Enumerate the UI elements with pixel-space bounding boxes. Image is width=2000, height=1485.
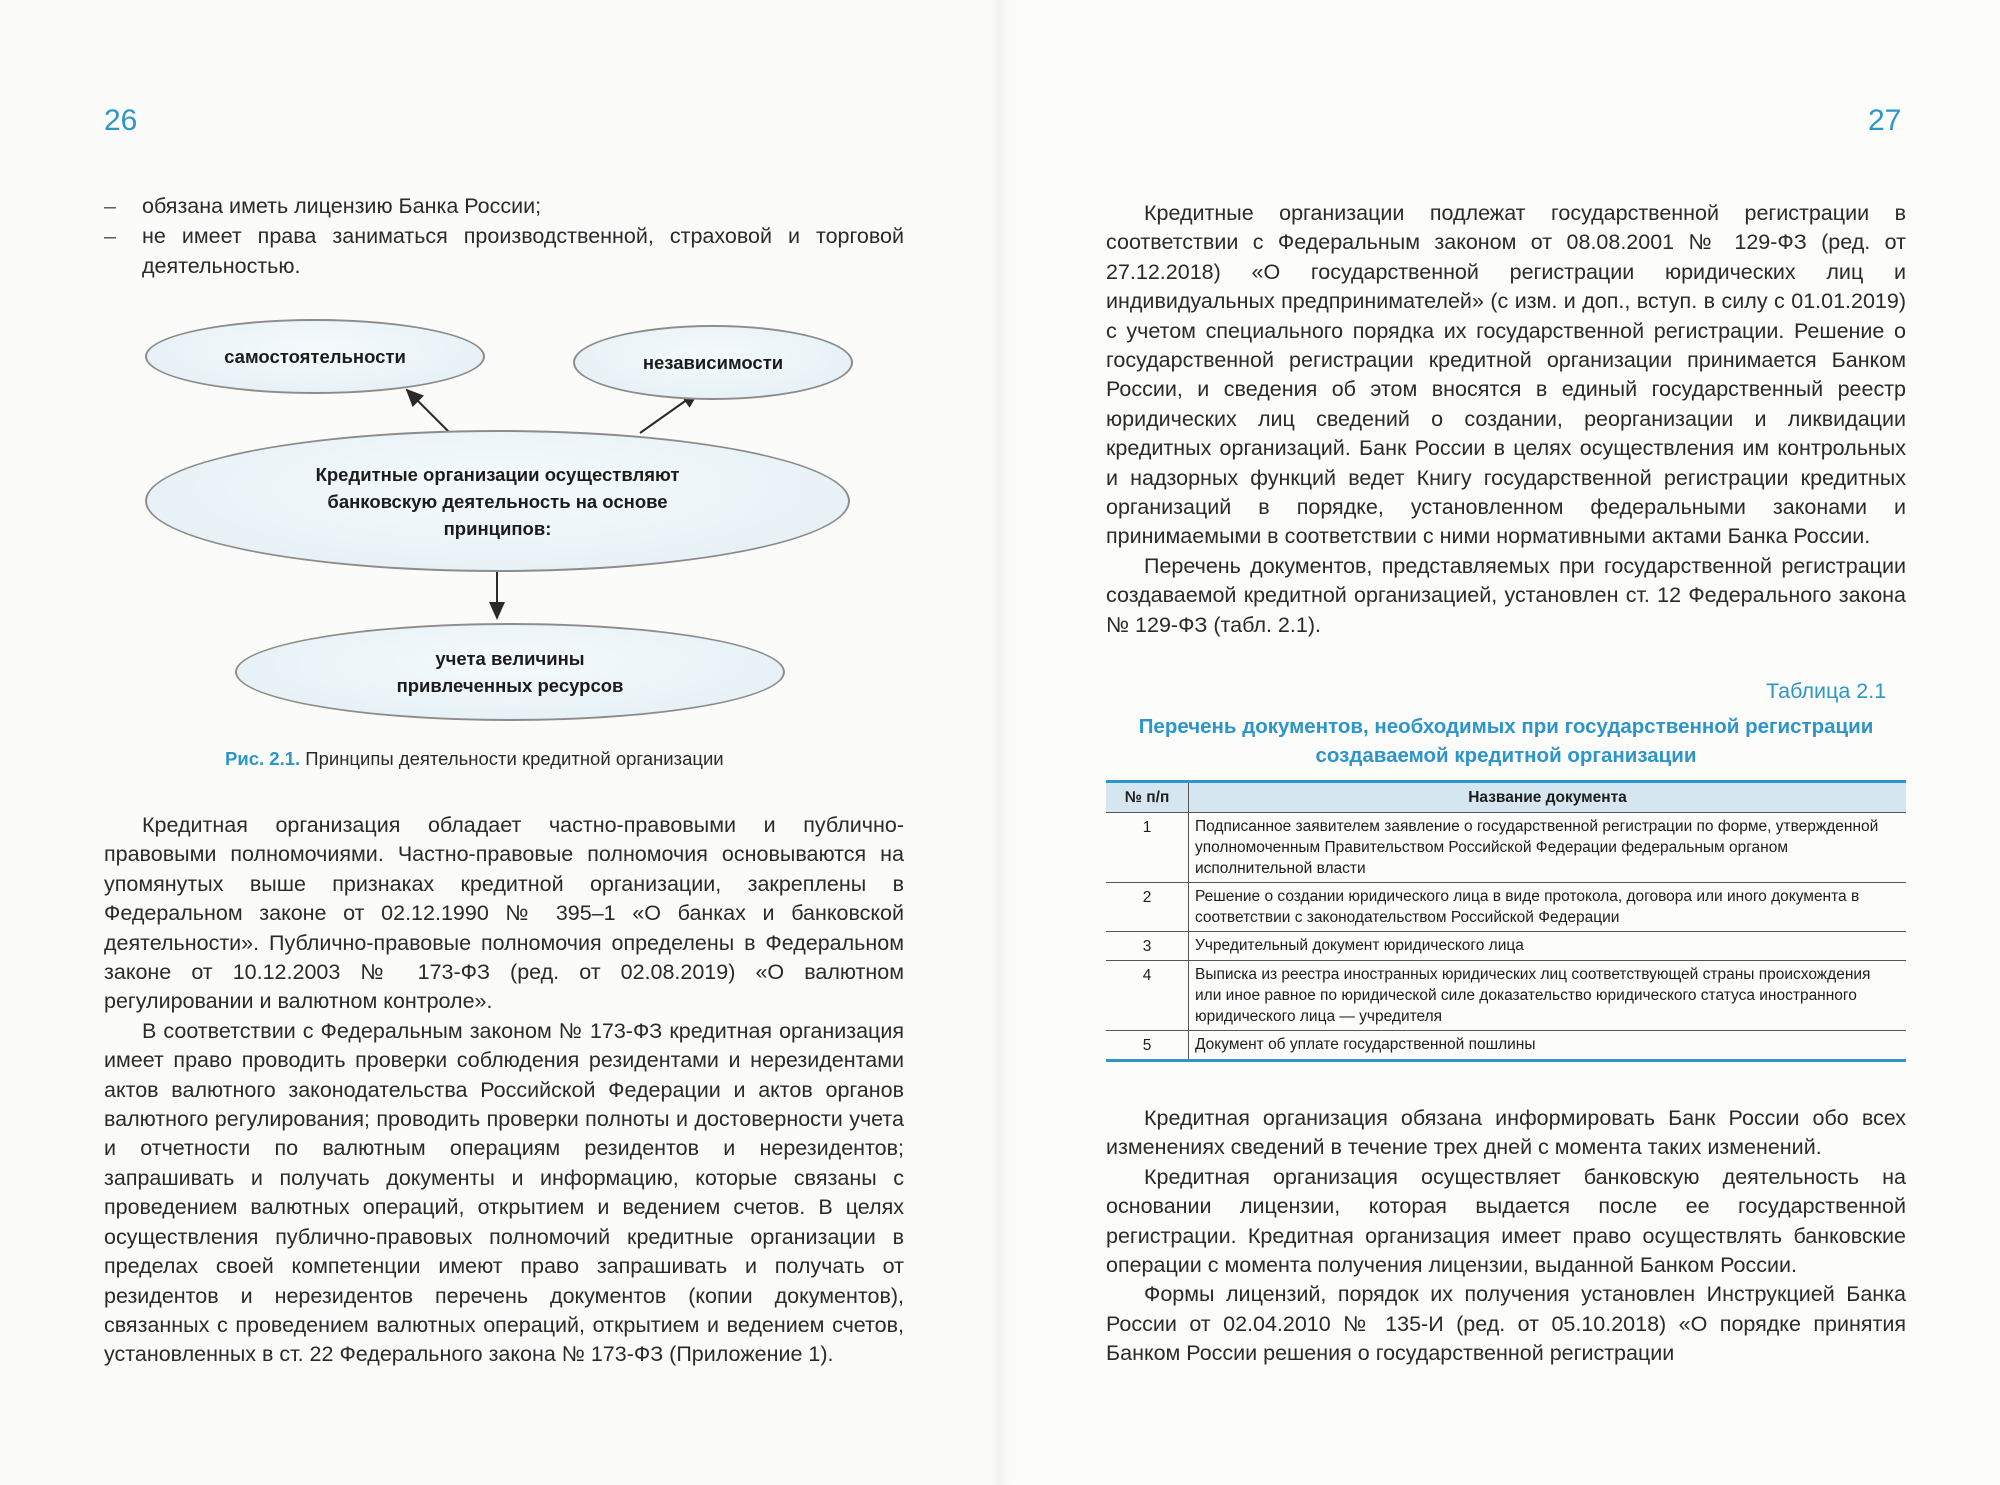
row-number: 1 <box>1106 813 1189 883</box>
bullet-dash: – <box>104 194 116 218</box>
row-number: 3 <box>1106 932 1189 961</box>
document-name: Выписка из реестра иностранных юридических лиц соответствующей страны происхождения или иное равное по юридической силе доказательство юридического статуса иностранного юридического лица — учредителя <box>1189 961 1907 1031</box>
bullet-dash: – <box>104 224 116 248</box>
bullet-list <box>104 191 904 281</box>
document-name: Учредительный документ юридического лица <box>1189 932 1907 961</box>
central-statement <box>145 430 850 572</box>
table-header-row <box>1106 782 1906 813</box>
right-bottom-text <box>1106 1104 1906 1369</box>
principle-label: учета величины привлеченных ресурсов <box>396 648 624 696</box>
arrow-to-top-left <box>407 390 450 433</box>
book-gutter <box>990 0 1010 1485</box>
table-row <box>1106 932 1906 961</box>
column-header-name: Название документа <box>1189 782 1907 813</box>
principle-independence-self <box>145 319 485 394</box>
bullet-text: не имеет права заниматься производственной, страховой и торговой деятельностью. <box>142 224 904 278</box>
list-item <box>104 221 904 281</box>
principle-label: самостоятельности <box>224 346 406 367</box>
list-item <box>104 191 904 221</box>
page-number-right: 27 <box>1868 104 1902 137</box>
left-body-text <box>104 811 904 1370</box>
document-name: Подписанное заявителем заявление о государственной регистрации по форме, утвержденной уполномоченным Правительством Российской Федерации федеральным органом исполнительной власти <box>1189 813 1907 883</box>
column-header-number: № п/п <box>1106 782 1189 813</box>
figure-caption-text: Принципы деятельности кредитной организации <box>305 748 724 769</box>
row-number: 2 <box>1106 883 1189 932</box>
table-title: Перечень документов, необходимых при государственной регистрации создаваемой кредитной организации <box>1138 715 1874 767</box>
bullet-text: обязана иметь лицензию Банка России; <box>142 194 542 218</box>
paragraph: Кредитные организации подлежат государственной регистрации в соответствии с Федеральным законом от 08.08.2001 № 129-ФЗ (ред. от 27.12.2018) «О государственной регистрации юридических лиц и индивидуальных предпринимателей» (с изм. и доп., вступ. в силу с 01.01.2019) с учетом специального порядка их государственной регистрации. Решение о государственной регистрации кредитной организации принимается Банком России, и сведения об этом вносятся в единый государственный реестр юридических лиц сведений о создании, реорганизации и ликвидации кредитных организаций. Банк России в целях осуществления им контрольных и надзорных функций ведет Книгу государственной регистрации кредитных организаций в порядке, установленном федеральными законами и принимаемыми в соответствии с ними нормативными актами Банка России. <box>1106 201 1906 549</box>
central-label: Кредитные организации осуществляют банковскую деятельность на основе принципов: <box>315 463 680 539</box>
row-number: 4 <box>1106 961 1189 1031</box>
table-row <box>1106 1031 1906 1061</box>
figure-label: Рис. 2.1. <box>225 748 301 769</box>
document-name: Документ об уплате государственной пошлины <box>1189 1031 1907 1061</box>
table-row <box>1106 813 1906 883</box>
figure-caption <box>225 748 724 770</box>
paragraph: Кредитная организация осуществляет банковскую деятельность на основании лицензии, которая выдается после ее государственной регистрации. Кредитная организация имеет право осуществлять банковские операции с момента получения лицензии, выданной Банком России. <box>1106 1164 1906 1278</box>
paragraph: Формы лицензий, порядок их получения установлен Инструкцией Банка России от 02.04.2010 № 135-И (ред. от 05.10.2018) «О порядке принятия Банком России решения о государственной регистрации <box>1106 1282 1906 1366</box>
paragraph: В соответствии с Федеральным законом № 173-ФЗ кредитная организация имеет право проводить проверки соблюдения резидентами и нерезидентами актов валютного законодательства Российской Федерации и актов органов валютного регулирования; проводить проверки полноты и достоверности учета и отчетности по валютным операциям резидентов и нерезидентов; запрашивать и получать документы и информацию, которые связаны с проведением валютных операций, открытием и ведением счетов. В целях осуществления публично-правовых полномочий кредитные организации в пределах своей компетенции имеют право запрашивать и получать от резидентов и нерезидентов перечень документов (копии документов), связанных с проведением валютных операций, открытием и ведением счетов, установленных в ст. 22 Федерального закона № 173-ФЗ (Приложение 1). <box>104 1018 904 1367</box>
table-row <box>1106 883 1906 932</box>
document-name: Решение о создании юридического лица в виде протокола, договора или иного документа в соответствии с законодательством Российской Федерации <box>1189 883 1907 932</box>
paragraph: Кредитная организация обладает частно-правовыми и публично-правовыми полномочиями. Частно-правовые полномочия основываются на упомянутых выше признаках кредитной организации, закреплены в Федеральном законе от 02.12.1990 № 395–1 «О банках и банковской деятельности». Публично-правовые полномочия определены в Федеральном законе от 10.12.2003 № 173-ФЗ (ред. от 02.08.2019) «О валютном регулировании и валютном контроле». <box>104 813 904 1014</box>
principle-resources <box>235 623 785 721</box>
documents-table <box>1106 780 1906 1062</box>
table-number: Таблица 2.1 <box>1766 679 1887 703</box>
page-number-left: 26 <box>104 104 138 137</box>
paragraph: Кредитная организация обязана информировать Банк России обо всех изменениях сведений в течение трех дней с момента таких изменений. <box>1106 1106 1906 1160</box>
principle-independence <box>573 325 853 400</box>
table-row <box>1106 961 1906 1031</box>
principles-diagram <box>145 305 860 735</box>
principle-label: независимости <box>642 352 784 373</box>
row-number: 5 <box>1106 1031 1189 1061</box>
right-top-text <box>1106 199 1906 640</box>
paragraph: Перечень документов, представляемых при государственной регистрации создаваемой кредитной организацией, установлен ст. 12 Федерального закона № 129-ФЗ (табл. 2.1). <box>1106 553 1906 637</box>
